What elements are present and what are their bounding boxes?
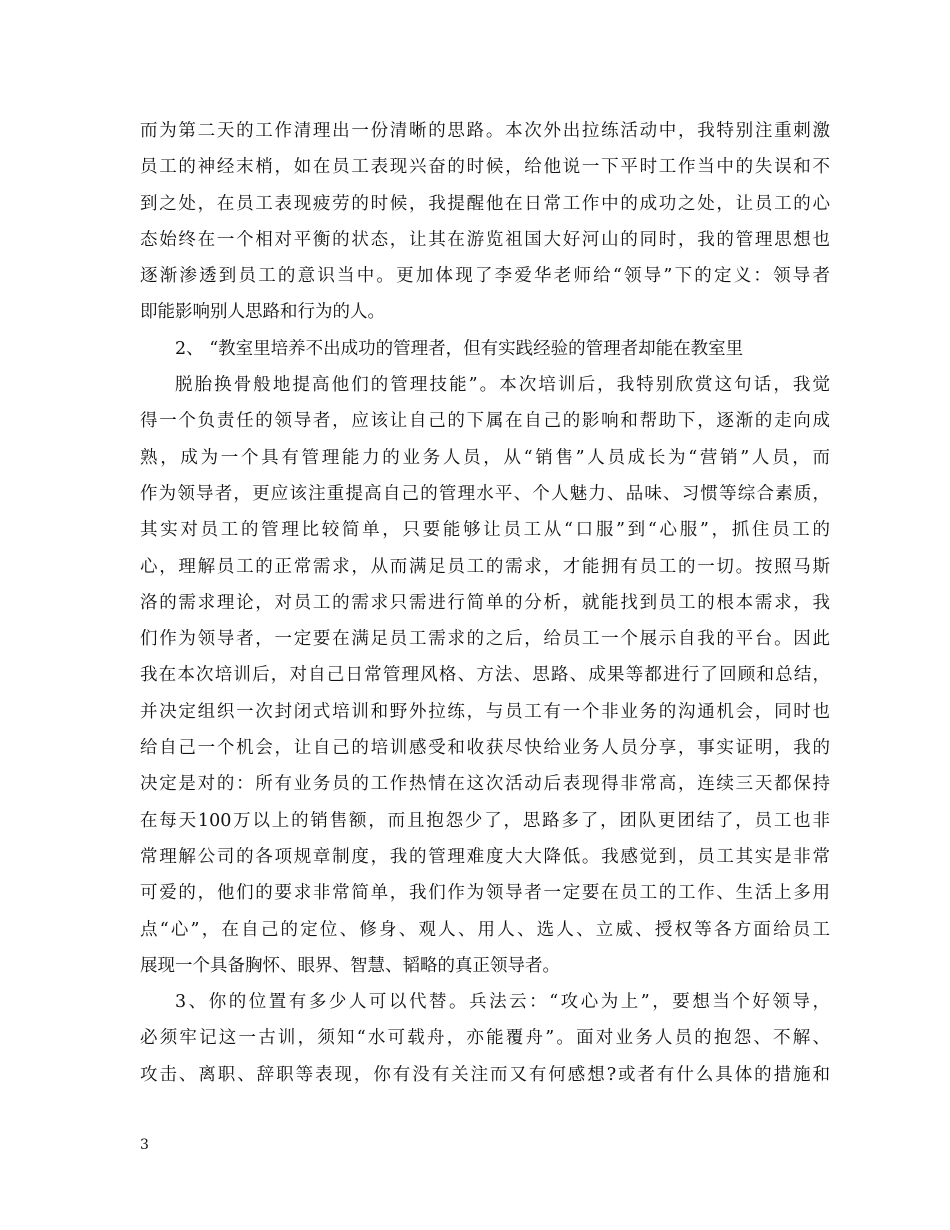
text-line: 心，理解员工的正常需求，从而满足员工的需求，才能拥有员工的一切。按照马斯 [140,556,830,577]
text-line: 到之处，在员工表现疲劳的时候，我提醒他在日常工作中的成功之处，让员工的心 [140,193,830,214]
text-line: 们作为领导者，一定要在满足员工需求的之后，给员工一个展示自我的平台。因此 [140,629,830,650]
text-line: 即能影响别人思路和行为的人。 [140,302,385,323]
text-line: 在每天100万以上的销售额，而且抱怨少了，思路多了，团队更团结了，员工也非 [140,810,830,831]
text-line: 攻击、离职、辞职等表现，你有没有关注而又有何感想?或者有什么具体的措施和 [140,1064,830,1085]
text-line: 员工的神经末梢，如在员工表现兴奋的时候，给他说一下平时工作当中的失误和不 [140,157,830,178]
text-line: 得一个负责任的领导者，应该让自己的下属在自己的影响和帮助下，逐渐的走向成 [140,411,830,432]
body-text [140,113,830,1093]
text-line: 作为领导者，更应该注重提高自己的管理水平、个人魅力、品味、习惯等综合素质， [140,483,830,504]
text-line: 决定是对的：所有业务员的工作热情在这次活动后表现得非常高，连续三天都保持 [140,774,830,795]
text-line: 其实对员工的管理比较简单，只要能够让员工从“口服”到“心服”，抓住员工的 [140,520,830,541]
text-line: 可爱的，他们的要求非常简单，我们作为领导者一定要在员工的工作、生活上多用 [140,883,830,904]
text-line: 而为第二天的工作清理出一份清晰的思路。本次外出拉练活动中，我特别注重刺激 [140,121,830,141]
text-line: 并决定组织一次封闭式培训和野外拉练，与员工有一个非业务的沟通机会，同时也 [140,701,830,722]
text-line: 2、 “教室里培养不出成功的管理者，但有实践经验的管理者却能在教室里 [175,338,744,359]
text-line: 给自己一个机会，让自己的培训感受和收获尽快给业务人员分享，事实证明，我的 [140,738,830,759]
text-line: 态始终在一个相对平衡的状态，让其在游览祖国大好河山的同时，我的管理思想也 [140,229,830,250]
text-line: 脱胎换骨般地提高他们的管理技能”。本次培训后，我特别欣赏这句话，我觉 [175,375,830,396]
text-line: 逐渐渗透到员工的意识当中。更加体现了李爱华老师给“领导”下的定义：领导者 [140,266,830,287]
text-line: 常理解公司的各项规章制度，我的管理难度大大降低。我感觉到，员工其实是非常 [140,846,830,867]
text-line: 我在本次培训后，对自己日常管理风格、方法、思路、成果等都进行了回顾和总结， [140,665,830,686]
text-line: 必须牢记这一古训，须知“水可载舟，亦能覆舟”。面对业务人员的抱怨、不解、 [140,1028,830,1049]
page-number: 3 [140,1137,149,1153]
text-line: 点“心”，在自己的定位、修身、观人、用人、选人、立威、授权等各方面给员工 [140,919,830,940]
text-line: 洛的需求理论，对员工的需求只需进行简单的分析，就能找到员工的根本需求，我 [140,592,830,613]
text-line: 熟，成为一个具有管理能力的业务人员，从“销售”人员成长为“营销”人员，而 [140,447,830,468]
text-line: 3、你的位置有多少人可以代替。兵法云：“攻心为上”，要想当个好领导， [175,992,830,1013]
text-line: 展现一个具备胸怀、眼界、智慧、韬略的真正领导者。 [140,955,560,976]
